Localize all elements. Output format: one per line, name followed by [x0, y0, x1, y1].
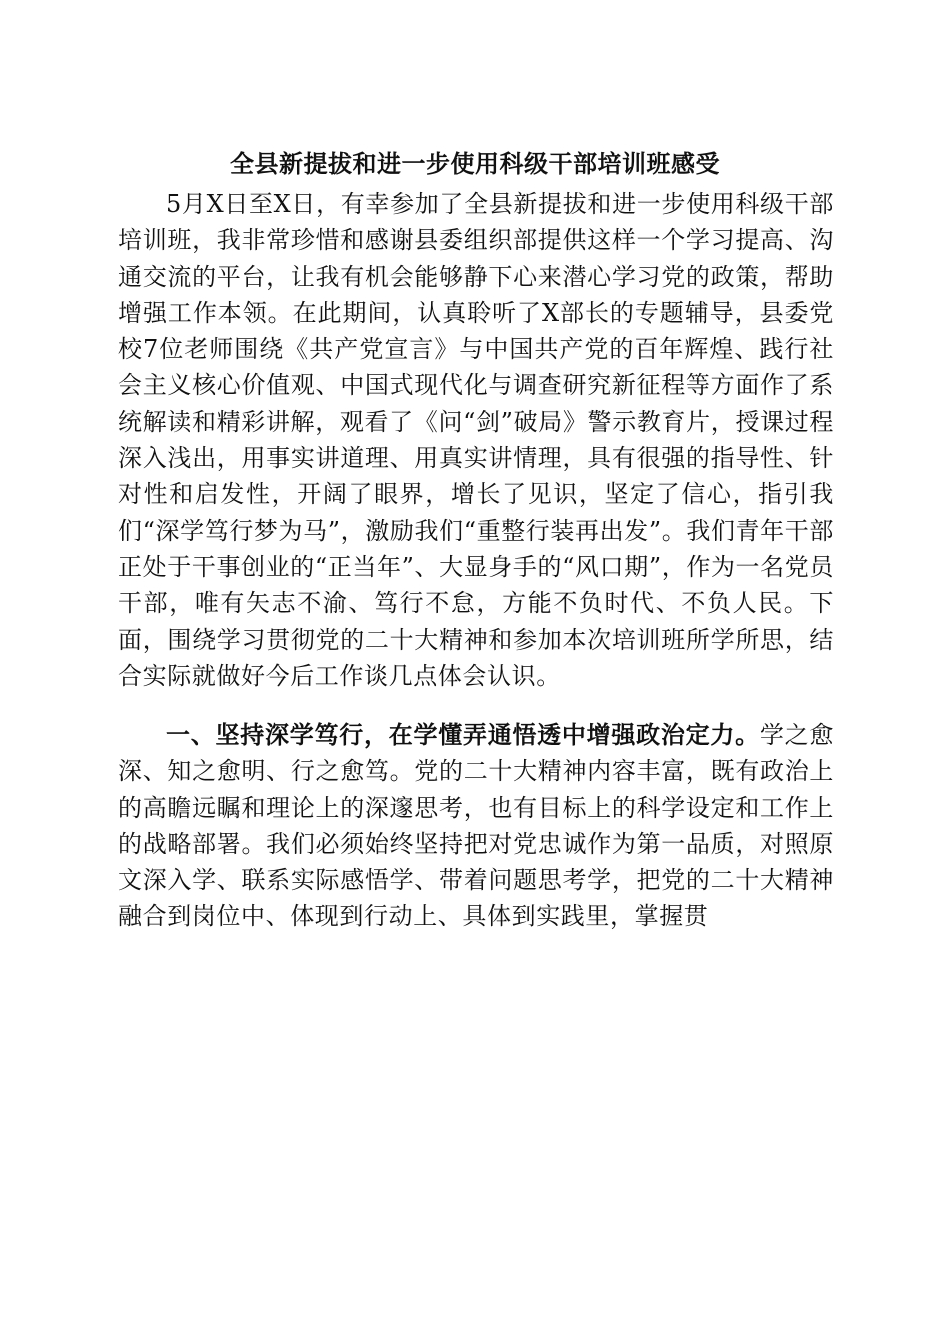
document-title: 全县新提拔和进一步使用科级干部培训班感受: [230, 149, 720, 178]
paragraph-intro: 5月X日至X日，有幸参加了全县新提拔和进一步使用科级干部培训班，我非常珍惜和感谢县委组织部提供这样一个学习提高、沟通交流的平台，让我有机会能够静下心来潜心学习党的政策，帮助增强工作本领。在此期间，认真聆听了X部长的专题辅导，县委党校7位老师围绕《共产党宣言》与中国共产党的百年辉煌、践行社会主义核心价值观、中国式现代化与调查研究新征程等方面作了系统解读和精彩讲解，观看了《问“剑”破局》警示教育片，授课过程深入浅出，用事实讲道理、用真实讲情理，具有很强的指导性、针对性和启发性，开阔了眼界，增长了见识，坚定了信心，指引我们“深学笃行梦为马”，激励我们“重整行装再出发”。我们青年干部正处于干事创业的“正当年”、大显身手的“风口期”，作为一名党员干部，唯有矢志不渝、笃行不怠，方能不负时代、不负人民。下面，围绕学习贯彻党的二十大精神和参加本次培训班所学所思，结合实际就做好今后工作谈几点体会认识。: [118, 190, 834, 690]
section-1-body: 学之愈深、知之愈明、行之愈笃。党的二十大精神内容丰富，既有政治上的高瞻远瞩和理论上的深邃思考，也有目标上的科学设定和工作上的战略部署。我们必须始终坚持把对党忠诚作为第一品质，对照原文深入学、联系实际感悟学、带着问题思考学，把党的二十大精神融合到岗位中、体现到行动上、具体到实践里，掌握贯: [118, 721, 834, 931]
section-1-heading: 一、坚持深学笃行，在学懂弄通悟透中增强政治定力。: [166, 720, 760, 749]
paragraph-section-1: [118, 717, 834, 935]
